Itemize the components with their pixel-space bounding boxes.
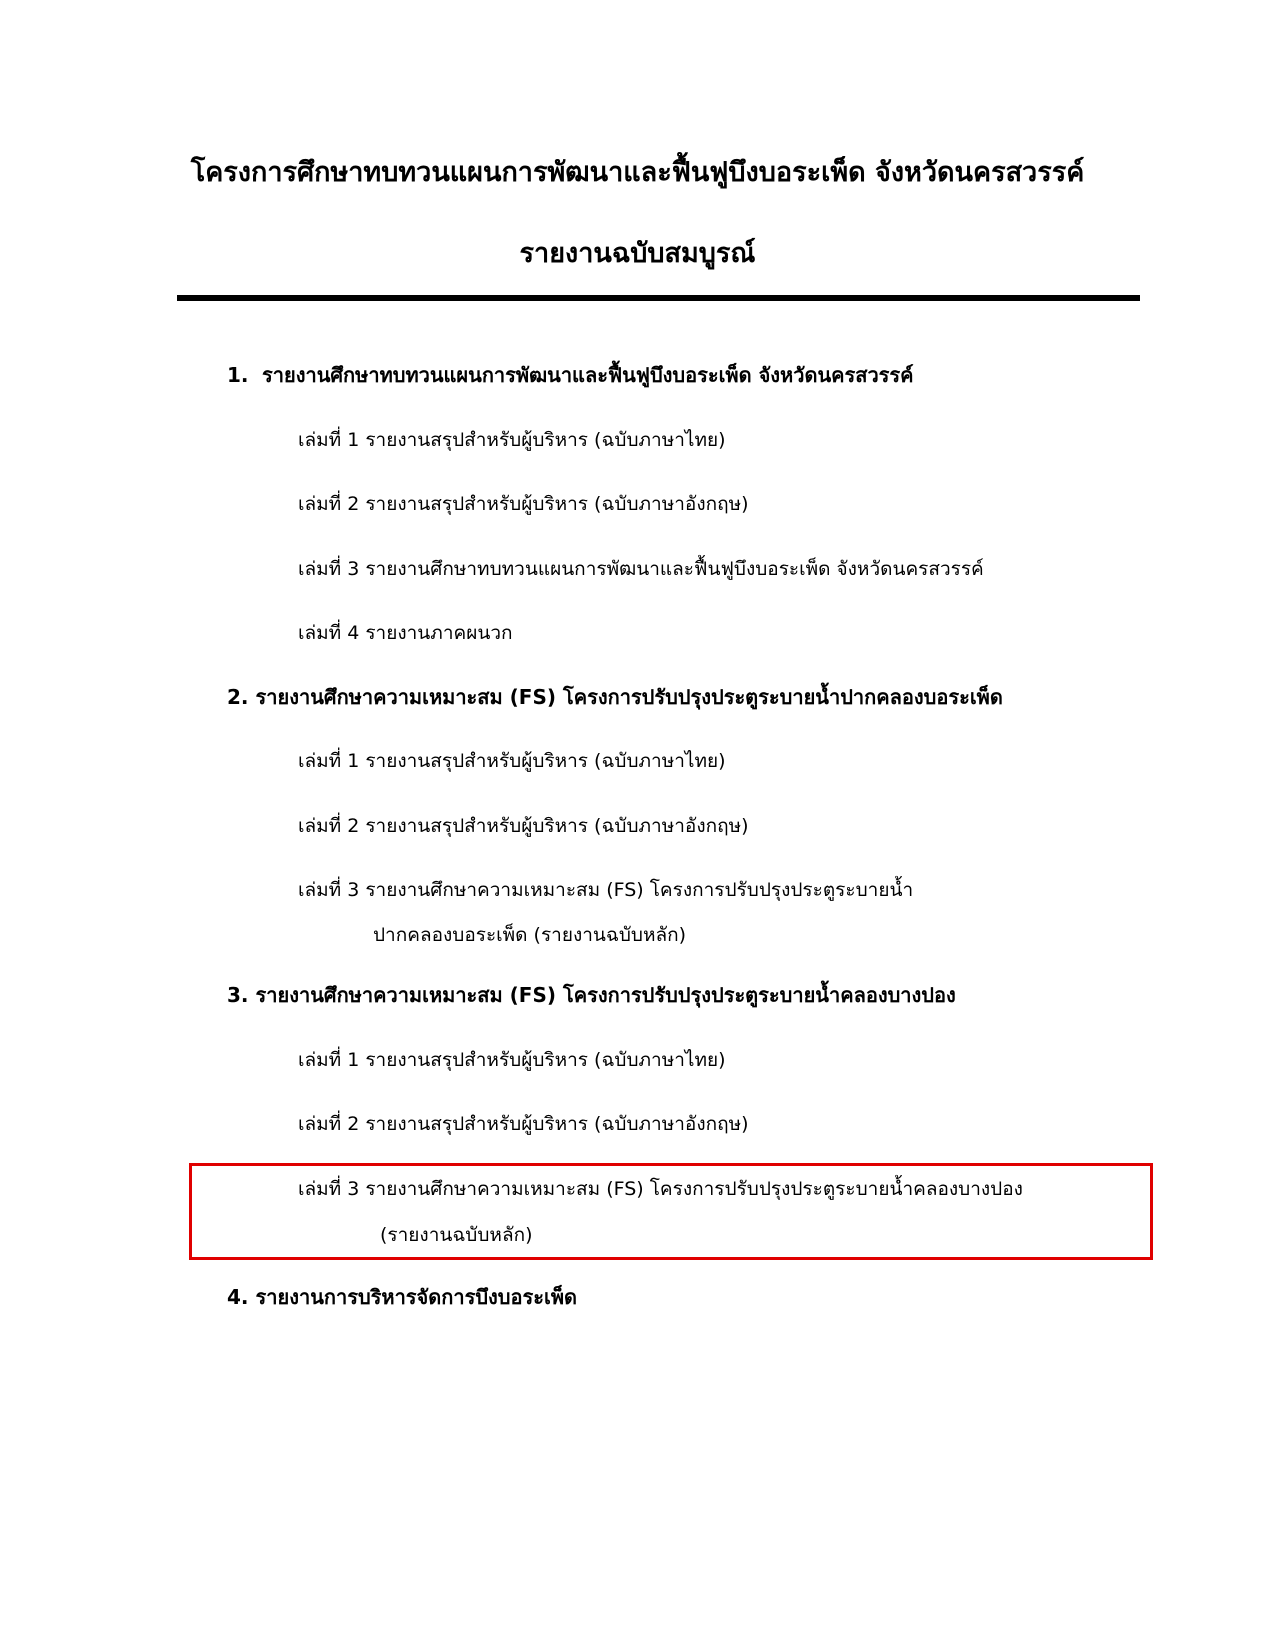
volume-item: เล่มที่ 2 รายงานสรุปสำหรับผู้บริหาร (ฉบับภาษาอังกฤษ) — [298, 815, 749, 837]
volume-item-highlighted: เล่มที่ 3 รายงานศึกษาความเหมาะสม (FS) โครงการปรับปรุงประตูระบายน้ำคลองบางปอง — [298, 1178, 1023, 1200]
section-heading-text: รายงานศึกษาทบทวนแผนการพัฒนาและฟื้นฟูบึงบอระเพ็ด จังหวัดนครสวรรค์ — [262, 363, 914, 387]
section-heading-4 — [227, 1282, 577, 1312]
section-number: 4. — [227, 1285, 249, 1309]
volume-item: เล่มที่ 1 รายงานสรุปสำหรับผู้บริหาร (ฉบับภาษาไทย) — [298, 750, 726, 772]
document-title: โครงการศึกษาทบทวนแผนการพัฒนาและฟื้นฟูบึงบอระเพ็ด จังหวัดนครสวรรค์ — [190, 157, 1085, 188]
section-number: 2. — [227, 685, 249, 709]
volume-item: เล่มที่ 2 รายงานสรุปสำหรับผู้บริหาร (ฉบับภาษาอังกฤษ) — [298, 493, 749, 515]
volume-item: เล่มที่ 1 รายงานสรุปสำหรับผู้บริหาร (ฉบับภาษาไทย) — [298, 1049, 726, 1071]
document-subtitle: รายงานฉบับสมบูรณ์ — [519, 238, 756, 269]
section-number: 1. — [227, 363, 249, 387]
section-heading-text: รายงานการบริหารจัดการบึงบอระเพ็ด — [255, 1285, 577, 1309]
section-heading-text: รายงานศึกษาความเหมาะสม (FS) โครงการปรับปรุงประตูระบายน้ำคลองบางปอง — [255, 983, 956, 1007]
section-heading-3 — [227, 980, 956, 1010]
section-heading-2 — [227, 682, 1003, 712]
section-heading-1 — [227, 360, 914, 390]
volume-item-continuation: ปากคลองบอระเพ็ด (รายงานฉบับหลัก) — [373, 924, 687, 946]
volume-item: เล่มที่ 3 รายงานศึกษาความเหมาะสม (FS) โครงการปรับปรุงประตูระบายน้ำ — [298, 879, 914, 901]
volume-item: เล่มที่ 1 รายงานสรุปสำหรับผู้บริหาร (ฉบับภาษาไทย) — [298, 429, 726, 451]
section-number: 3. — [227, 983, 249, 1007]
volume-item: เล่มที่ 3 รายงานศึกษาทบทวนแผนการพัฒนาและฟื้นฟูบึงบอระเพ็ด จังหวัดนครสวรรค์ — [298, 558, 984, 580]
volume-item-continuation: (รายงานฉบับหลัก) — [380, 1224, 533, 1246]
volume-item: เล่มที่ 4 รายงานภาคผนวก — [298, 622, 513, 644]
title-divider — [177, 295, 1140, 301]
volume-item: เล่มที่ 2 รายงานสรุปสำหรับผู้บริหาร (ฉบับภาษาอังกฤษ) — [298, 1113, 749, 1135]
section-heading-text: รายงานศึกษาความเหมาะสม (FS) โครงการปรับปรุงประตูระบายน้ำปากคลองบอระเพ็ด — [255, 685, 1003, 709]
